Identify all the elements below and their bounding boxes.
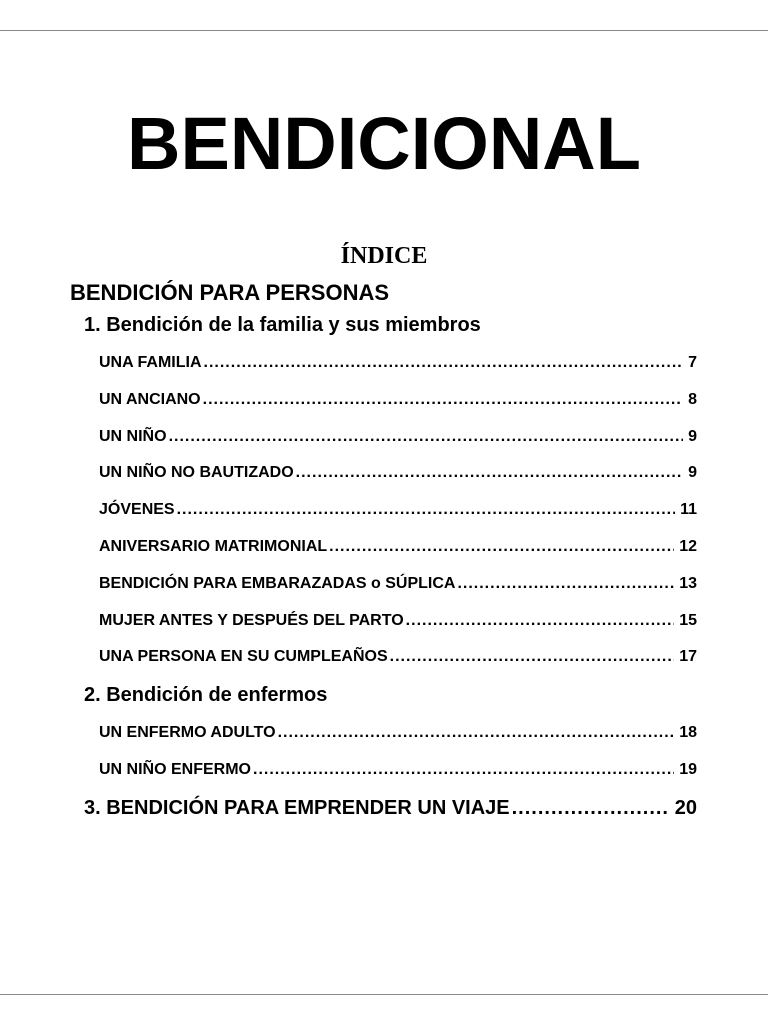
toc-list-family xyxy=(99,348,697,679)
dot-leader xyxy=(329,532,674,562)
section-heading-family: 1. Bendición de la familia y sus miembros xyxy=(84,314,481,336)
toc-entry[interactable] xyxy=(99,569,697,606)
toc-entry-page: 20 xyxy=(674,797,697,819)
toc-entry[interactable] xyxy=(99,606,697,643)
toc-entry[interactable] xyxy=(99,458,697,495)
toc-entry[interactable] xyxy=(99,532,697,569)
toc-entry-page: 8 xyxy=(688,390,697,408)
dot-leader xyxy=(203,385,683,415)
top-rule xyxy=(0,30,768,31)
dot-leader xyxy=(177,495,675,525)
part-heading: BENDICIÓN PARA PERSONAS xyxy=(70,280,390,305)
toc-entry-title: 3. BENDICIÓN PARA EMPRENDER UN VIAJE xyxy=(84,797,510,819)
index-heading: ÍNDICE xyxy=(340,243,428,269)
toc-entry[interactable] xyxy=(99,495,697,532)
toc-entry-title: JÓVENES xyxy=(99,501,175,519)
toc-entry-title: MUJER ANTES Y DESPUÉS DEL PARTO xyxy=(99,611,404,629)
toc-entry[interactable] xyxy=(99,718,697,755)
toc-entry-title: UN NIÑO NO BAUTIZADO xyxy=(99,464,294,482)
dot-leader xyxy=(296,458,683,488)
toc-main-entry-travel[interactable] xyxy=(84,792,697,824)
toc-entry-page: 18 xyxy=(679,724,697,741)
dot-leader xyxy=(204,348,684,378)
toc-entry-title: BENDICIÓN PARA EMBARAZADAS o SÚPLICA xyxy=(99,574,456,592)
toc-entry-page: 7 xyxy=(688,354,697,371)
toc-entry-title: UN NIÑO ENFERMO xyxy=(99,760,251,778)
toc-entry-page: 9 xyxy=(688,427,697,445)
toc-list-sick xyxy=(99,718,697,792)
dot-leader xyxy=(457,569,674,599)
dot-leader xyxy=(278,718,675,748)
toc-entry[interactable] xyxy=(99,348,697,385)
dot-leader xyxy=(253,755,674,785)
dot-leader xyxy=(390,642,675,672)
toc-entry-title: UNA FAMILIA xyxy=(99,354,202,371)
dot-leader xyxy=(169,422,684,452)
toc-entry-page: 11 xyxy=(680,501,697,519)
toc-entry-title: UN ENFERMO ADULTO xyxy=(99,724,276,741)
toc-entry[interactable] xyxy=(99,422,697,459)
dot-leader xyxy=(512,792,670,824)
toc-entry-title: UNA PERSONA EN SU CUMPLEAÑOS xyxy=(99,648,388,666)
toc-entry-title: UN NIÑO xyxy=(99,427,167,445)
toc-entry[interactable] xyxy=(99,642,697,679)
toc-entry-page: 15 xyxy=(679,611,697,629)
dot-leader xyxy=(406,606,675,636)
section-heading-sick: 2. Bendición de enfermos xyxy=(84,684,328,706)
bottom-rule xyxy=(0,994,768,995)
toc-entry[interactable] xyxy=(99,385,697,422)
document-title: BENDICIONAL xyxy=(127,102,641,185)
toc-entry-title: ANIVERSARIO MATRIMONIAL xyxy=(99,537,328,555)
toc-entry-page: 13 xyxy=(679,574,697,592)
toc-entry-page: 19 xyxy=(679,760,697,778)
toc-entry[interactable] xyxy=(99,755,697,792)
toc-entry-page: 9 xyxy=(688,464,697,482)
toc-entry-title: UN ANCIANO xyxy=(99,390,201,408)
toc-entry-page: 12 xyxy=(679,537,697,555)
toc-entry-page: 17 xyxy=(679,648,697,666)
